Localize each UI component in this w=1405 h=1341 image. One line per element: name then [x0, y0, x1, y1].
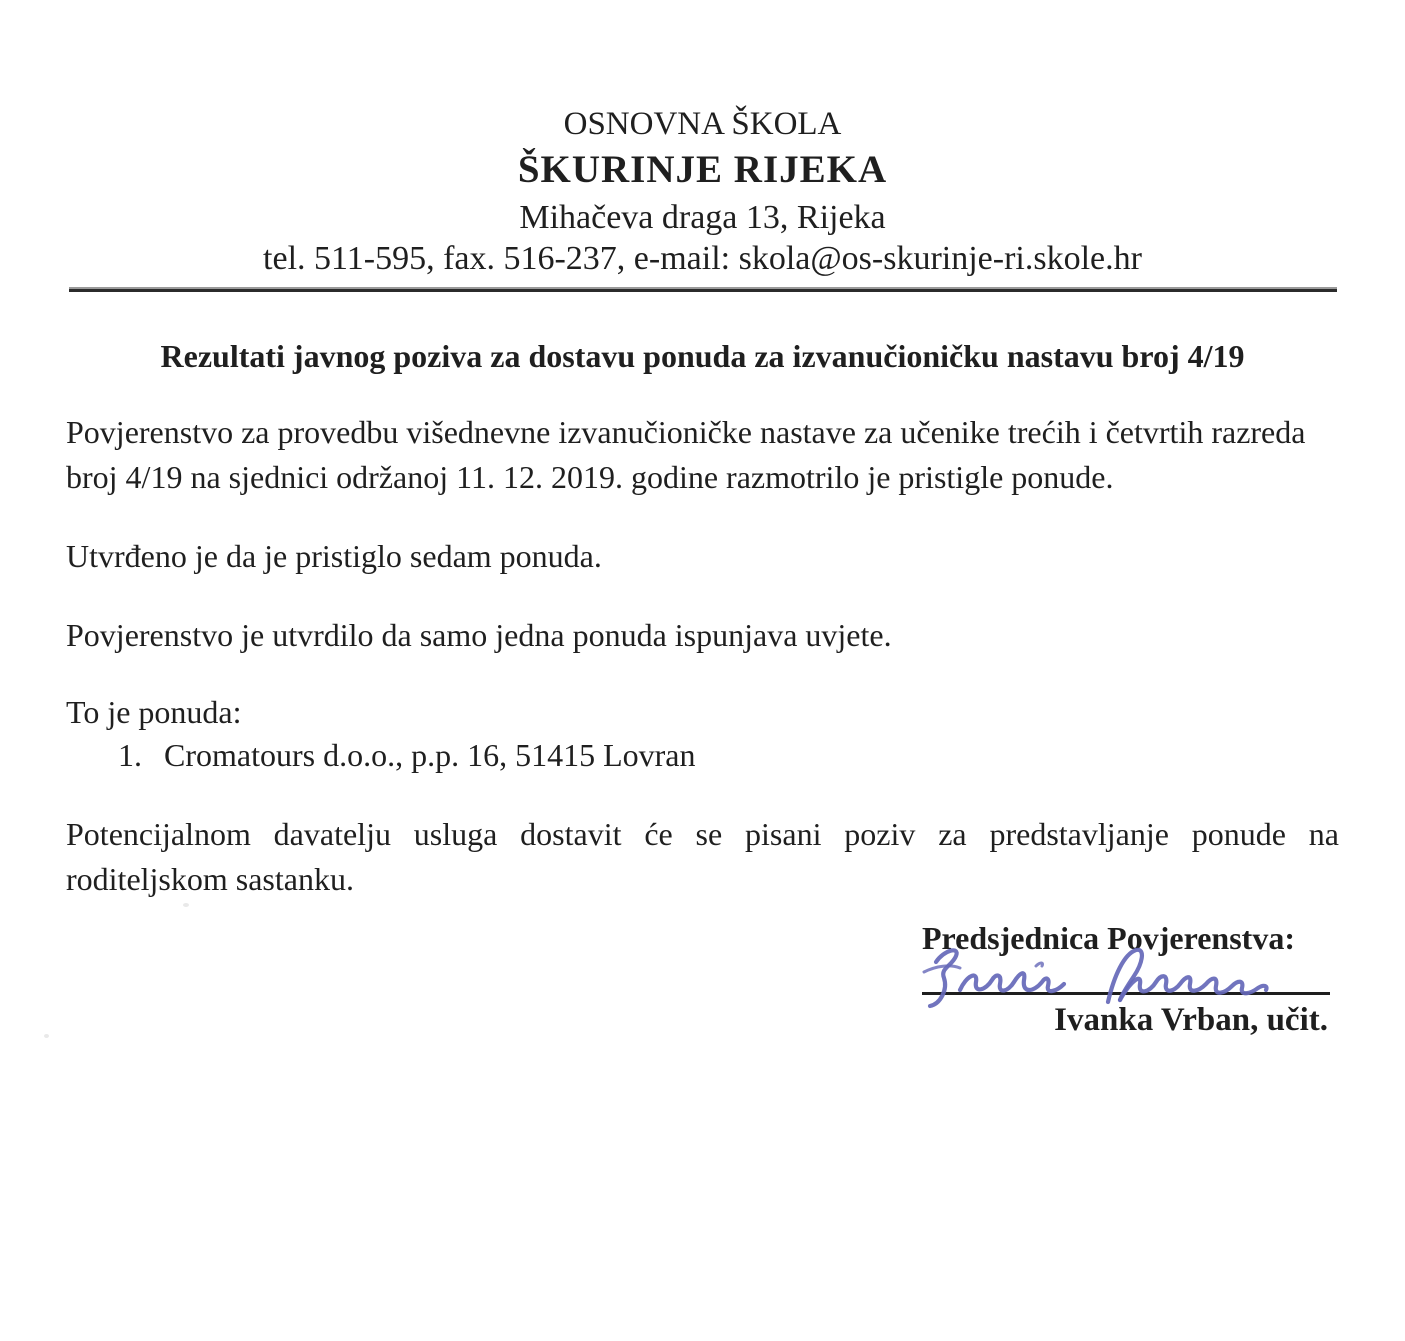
scan-speck	[44, 1034, 49, 1038]
document-body	[66, 336, 1339, 902]
document-title: Rezultati javnog poziva za dostavu ponuda za izvanučioničku nastavu broj 4/19	[160, 338, 1245, 374]
paragraph-intro: Povjerenstvo za provedbu višednevne izvanučioničke nastave za učenike trećih i četvrtih razreda broj 4/19 na sjednici održanoj 11. 12. 2019. godine razmotrilo je pristigle ponude.	[66, 414, 1306, 495]
letterhead	[0, 0, 1405, 292]
signer-name: Ivanka Vrban, učit.	[1054, 1002, 1328, 1038]
offer-list-text: Cromatours d.o.o., p.p. 16, 51415 Lovran	[164, 737, 696, 773]
school-name: OSNOVNA ŠKOLA	[563, 106, 842, 142]
offer-list-item	[66, 733, 1339, 778]
school-contact-line: tel. 511-595, fax. 516-237, e-mail: skola@os-skurinje-ri.skole.hr	[263, 240, 1142, 277]
signature-line	[922, 992, 1330, 995]
paragraph-closing: Potencijalnom davatelju usluga dostavit će se pisani poziv za predstavljanje ponude na roditeljskom sastanku.	[66, 816, 1339, 897]
signature-role-label: Predsjednica Povjerenstva:	[922, 920, 1295, 956]
school-name-bold: ŠKURINJE RIJEKA	[517, 148, 888, 191]
offer-list-number: 1.	[118, 737, 142, 773]
header-divider	[69, 289, 1337, 292]
school-address: Mihačeva draga 13, Rijeka	[519, 199, 886, 236]
scan-speck	[183, 903, 189, 907]
paragraph-valid-offer: Povjerenstvo je utvrdilo da samo jedna ponuda ispunjava uvjete.	[66, 617, 892, 653]
signature-block	[922, 918, 1330, 1040]
paragraph-offers-count: Utvrđeno je da je pristiglo sedam ponuda.	[66, 538, 602, 574]
paragraph-offer-lead: To je ponuda:	[66, 694, 242, 730]
